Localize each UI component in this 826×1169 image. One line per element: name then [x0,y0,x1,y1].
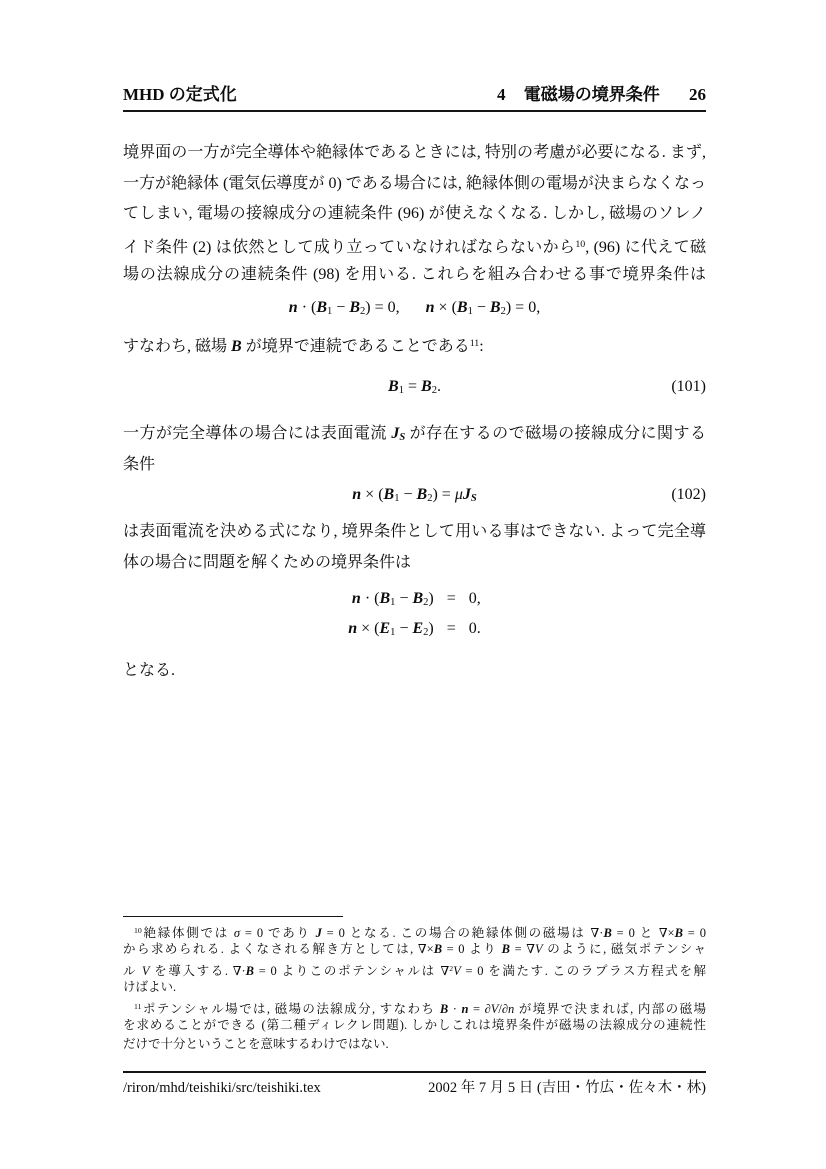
footer-rule [123,1071,706,1073]
math-run: B [379,590,391,607]
header-rule [123,110,706,112]
paragraph-b-continuous [123,329,706,360]
text-run: 場の法線成分の連続条件 (98) を用いる. これらを組み合わせる事で境界条件は [123,266,706,283]
math-run: 1 [467,305,473,317]
math-run: B [501,942,511,956]
page-header [123,84,706,106]
math-run: J [391,425,400,442]
text-run: · ( [297,298,317,316]
source-file-path: /riron/mhd/teishiki/src/teishiki.tex [123,1080,321,1096]
text-run: × ( [357,620,380,638]
text-run: × ( [434,298,457,316]
text-run: のように, 磁気ポテンシャ [542,942,706,956]
text-run: ポテンシャル場では, 磁場の法線成分, すなわち [141,1001,440,1016]
math-run: B [439,1001,449,1016]
math-run: B [349,298,360,316]
math-run: B [421,378,432,395]
text-run: ) [428,590,434,607]
math-run: B [489,298,501,316]
math-run: n [352,486,362,503]
text-run: 0. [468,620,481,638]
math-run: n [461,1001,469,1016]
equation-body [388,378,441,395]
text-run: 体の場合に問題を解くための境界条件は [123,553,412,571]
equation-body [352,486,476,503]
text-line [123,1035,706,1054]
text-run: けばよい. [123,980,177,994]
display-eq-101 [123,374,706,400]
math-run: 10 [575,238,586,250]
math-run: 11 [469,337,480,349]
equation-rel: = [446,620,456,638]
math-run: B [388,378,399,395]
equation-number: (102) [671,486,706,503]
text-line [123,978,706,997]
math-run: J [315,925,322,940]
text-run: = 0 [682,925,706,940]
equation-number: (101) [671,378,706,395]
text-run: = 0 を満たす. このラプラス方程式を解 [460,963,706,978]
math-run: 2 [423,627,429,639]
text-run: が存在するので磁場の接線成分に関する [405,425,706,442]
text-run: 一方が絶縁体 (電気伝導度が 0) である場合には, 絶縁体側の電場が決まらなくなっ [123,174,706,192]
paragraph-tonaru [123,656,706,687]
math-run: E [412,620,424,638]
math-run: B [416,486,428,503]
text-run: − [399,486,417,503]
math-run: 1 [390,627,396,639]
text-run: − [472,298,490,316]
math-run: n [348,620,358,638]
text-line [123,517,706,548]
text-run: / [498,1001,502,1016]
math-run: n [288,298,298,316]
math-run: 1 [398,385,404,397]
math-run: n [351,590,361,607]
math-run: V [141,963,150,978]
math-run: 10 [134,926,142,935]
text-line [123,329,706,360]
math-run: 2 [427,493,433,505]
text-run: = 0 より [442,942,502,956]
text-line [123,230,706,261]
text-line [123,450,706,481]
math-run: S [399,432,406,444]
paragraph-boundary-insulator [123,138,706,291]
display-eq-b-conditions [123,295,706,321]
equation-body [289,299,540,316]
math-run: 1 [327,305,333,317]
text-run: が境界で決まれば, 内部の磁場 [514,1001,706,1016]
math-run: 2 [500,305,506,317]
math-run: 1 [394,493,400,505]
text-run: から求められる. よくなされる解き方としては, ∇× [123,942,434,956]
equation-rhs [469,586,481,616]
text-line [123,260,706,291]
paragraph-surface-current [123,517,706,578]
text-line [123,419,706,450]
math-run: 2 [449,964,454,973]
math-run: ∂n [501,1001,515,1016]
math-run: V [535,942,543,956]
text-line [123,959,706,978]
text-run: × ( [361,486,384,503]
math-run: 2 [431,385,437,397]
text-line [123,548,706,579]
text-run: が境界で連続であることである [241,337,470,355]
math-run: J [462,486,471,503]
section-number: 4 [497,85,506,104]
equation-rhs [469,616,481,646]
math-run: E [379,620,391,638]
text-run: = [403,378,422,395]
math-run: 11 [134,1002,142,1011]
text-run: ) = 0, [505,298,541,316]
math-run: B [433,942,443,956]
text-line [123,169,706,200]
footnote-rule [123,916,343,917]
math-run: B [603,925,612,940]
math-run: 1 [390,597,396,609]
text-run: − [395,590,413,607]
text-run: てしまい, 電場の接線成分の連続条件 (96) が使えなくなる. しかし, 磁場のソレノ [123,205,706,222]
text-run: を導入する. ∇· [149,963,246,978]
footnotes-content [123,921,706,1054]
math-run: 2 [360,305,366,317]
text-line [123,921,706,940]
equation-lhs [348,616,434,646]
text-run: となる. [123,662,176,680]
math-run: V [453,963,461,978]
text-run: . [436,378,441,395]
text-run: ル [123,963,142,978]
text-run: ) = 0, [365,298,400,316]
text-run: = 0 と ∇× [611,925,675,940]
footnote-11 [123,997,706,1054]
text-line [123,656,706,687]
page-number: 26 [689,85,706,104]
text-run: 一方が完全導体の場合には表面電流 [123,425,392,442]
text-run: = 0 であり [240,925,316,940]
display-eq-system [123,586,706,646]
equation-rel: = [446,590,456,607]
text-run: = ∇ [510,942,535,956]
text-run: ) = [432,486,455,503]
body-content [123,138,706,687]
math-run: B [383,486,395,503]
text-line [123,199,706,230]
math-run: n [425,298,435,316]
footnote-10 [123,921,706,997]
text-run: を求めることができる (第二種ディレクレ問題). しかしこれは境界条件が磁場の法線成分の連続性 [123,1018,706,1032]
section-title: 電磁場の境界条件 [523,85,660,104]
date-authors: 2002 年 7 月 5 日 (吉田・竹広・佐々木・林) [428,1080,706,1096]
text-run: − [395,620,413,638]
text-run: · [448,1001,462,1016]
text-run: · ( [360,590,380,607]
text-run: = 0 となる. この場合の絶縁体側の磁場は ∇· [321,925,604,940]
math-run: μ [454,486,463,503]
math-run: B [245,963,254,978]
math-run: σ [233,925,241,940]
text-run: : [479,337,484,355]
text-run: ) [428,620,434,638]
text-run: だけで十分ということを意味するわけではない. [123,1037,389,1051]
text-run: すなわち, 磁場 [123,337,232,355]
text-run: イド条件 (2) は依然として成り立っていなければならないから [123,238,576,256]
running-title: MHD の定式化 [123,85,237,104]
text-line [123,997,706,1016]
text-run: = 0 よりこのポテンシャルは ∇ [254,963,450,978]
text-line [123,940,706,959]
paragraph-perfect-conductor [123,419,706,480]
math-run: B [674,925,683,940]
text-run: 条件 [123,455,156,473]
text-run: は表面電流を決める式になり, 境界条件として用いる事はできない. よって完全導 [123,523,706,540]
section-heading [497,84,706,106]
math-run: B [412,590,424,607]
page-footer [123,1078,706,1098]
display-eq-102 [123,482,706,508]
math-run: ∂V [484,1001,499,1016]
text-run: 絶縁体側では [141,925,234,940]
text-line [123,1016,706,1035]
math-run: B [231,337,242,355]
text-run: 境界面の一方が完全導体や絶縁体であるときには, 特別の考慮が必要になる. まず, [123,144,706,161]
text-run: , (96) に代えて磁 [585,238,706,256]
text-run: = [468,1001,485,1016]
text-run: − [332,298,350,316]
math-run: B [456,298,468,316]
equation-lhs [348,586,434,616]
math-run: S [470,493,477,505]
math-run: 2 [423,597,429,609]
math-run: B [316,298,328,316]
text-line [123,138,706,169]
text-run: 0, [468,590,481,607]
